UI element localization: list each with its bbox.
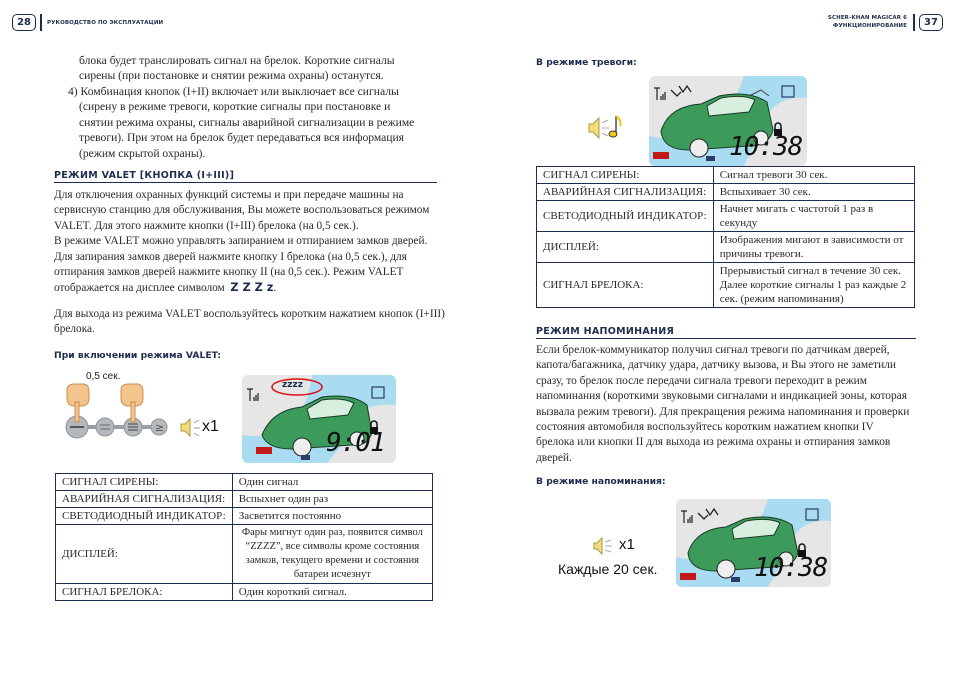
table-row: СВЕТОДИОДНЫЙ ИНДИКАТОР: Засветится постоянно: [56, 508, 433, 525]
right-running-title-2: ФУНКЦИОНИРОВАНИЕ: [832, 23, 907, 29]
valet-on-subheading: При включении режима VALET:: [54, 350, 222, 361]
table-row: СИГНАЛ БРЕЛОКА: Один короткий сигнал.: [56, 584, 433, 601]
press-duration-label: 0,5 сек.: [86, 371, 121, 382]
table-row: СВЕТОДИОДНЫЙ ИНДИКАТОР: Начнет мигать с частотой 1 раз в секунду: [537, 201, 915, 232]
keyfob-press-illustration: [55, 368, 225, 448]
display-zzz: zzzz: [282, 380, 303, 390]
valet-exit-paragraph: Для выхода из режима VALET воспользуйтесь коротким нажатием кнопок (I+III) брелока.: [54, 308, 445, 336]
header-divider-right: [913, 14, 915, 31]
reminder-description: Если брелок-коммуникатор получил сигнал тревоги по датчикам дверей, капота/багажника, датчику удара, датчику вызова, и Вы этого не заметили сразу, то брелок после передачи сигнала тревоги переходит в режим напоминания (короткими звуковыми сигналами и индикацией зоны, которая вызвала режим тревоги). Для прекращения режима напоминания и проверки состояния автомобиля воспользуйтесь коротким нажатием кнопки IV брелока или кнопки II для выхода из режима охраны и отпирания замков дверей.: [536, 344, 910, 464]
lcd-display-valet: [242, 375, 396, 463]
reminder-interval: Каждые 20 сек.: [558, 561, 658, 577]
reminder-display-time: 10:38: [754, 553, 828, 583]
svg-text:≥: ≥: [155, 421, 165, 434]
table-row: СИГНАЛ СИРЕНЫ: Один сигнал: [56, 474, 433, 491]
left-page-number: 28: [12, 14, 36, 31]
alarm-status-table: [536, 166, 915, 308]
keyfob-buttons-icon: [55, 368, 225, 448]
item-4-paragraph: 4) Комбинация кнопок (I+II) включает или выключает все сигналы (сирену в режиме тревоги, короткие сигналы при постановке и снятии режима охраны, сигналы аварийной сигнализации в режиме тревоги). При этом на брелок будет передаваться вся информация (режим скрытой охраны).: [68, 85, 415, 160]
valet-zzz-symbol: Z Z Z z: [230, 281, 274, 295]
speaker-icon: [592, 536, 618, 556]
alarm-subheading: В режиме тревоги:: [536, 57, 637, 68]
left-running-title: РУКОВОДСТВО ПО ЭКСПЛУАТАЦИИ: [47, 20, 164, 26]
valet-section-heading: РЕЖИМ VALET [КНОПКА (I+III)]: [54, 170, 437, 183]
reminder-section-heading: РЕЖИМ НАПОМИНАНИЯ: [536, 326, 916, 339]
reminder-subheading: В режиме напоминания:: [536, 476, 666, 487]
beep-count: x1: [202, 418, 219, 435]
right-running-title-1: SCHER-KHAN MAGICAR 6: [827, 15, 907, 21]
table-row: СИГНАЛ СИРЕНЫ: Сигнал тревоги 30 сек.: [537, 167, 915, 184]
lcd-display-reminder: [676, 499, 831, 587]
reminder-beep-count: x1: [619, 536, 635, 553]
valet-status-table: [55, 473, 433, 601]
alarm-display-time: 10:38: [729, 132, 803, 162]
display-time: 9:01: [326, 428, 385, 458]
right-page-number: 37: [919, 14, 943, 31]
table-row: ДИСПЛЕЙ: Изображения мигают в зависимости от причины тревоги.: [537, 232, 915, 263]
intro-paragraph: блока будет транслировать сигнал на брелок. Короткие сигналы сирены (при постановке и снятии режима охраны) останутся.: [79, 54, 395, 83]
table-row: ДИСПЛЕЙ: Фары мигнут один раз, появится символ “ZZZZ”, все символы кроме состояния замков, текущего времени и состояния батареи исчезнут: [56, 525, 433, 584]
table-row: АВАРИЙНАЯ СИГНАЛИЗАЦИЯ: Вспыхивает 30 сек.: [537, 184, 915, 201]
table-row: СИГНАЛ БРЕЛОКА: Прерывистый сигнал в течение 30 сек. Далее короткие сигналы 1 раз каждые 2 сек. (режим напоминания): [537, 263, 915, 308]
lcd-display-alarm: [649, 76, 807, 166]
header-divider-left: [40, 14, 42, 31]
table-row: АВАРИЙНАЯ СИГНАЛИЗАЦИЯ: Вспыхнет один раз: [56, 491, 433, 508]
valet-description: Для отключения охранных функций системы и при передаче машины на сервисную станцию для обслуживания, Вы можете воспользоваться режимом VALET. Для этого нажмите кнопки (I+III) брелока (на 0,5 сек.). В режиме VALET можно управлять запиранием и отпиранием замков дверей. Для запирания замков дверей нажмите кнопку I брелока (на 0,5 сек.), для отпирания замков дверей нажмите кнопку II (на 0,5 сек.). Режим VALET отображается на дисплее символом Z Z Z z.: [54, 189, 430, 295]
siren-music-icon: [586, 112, 626, 142]
